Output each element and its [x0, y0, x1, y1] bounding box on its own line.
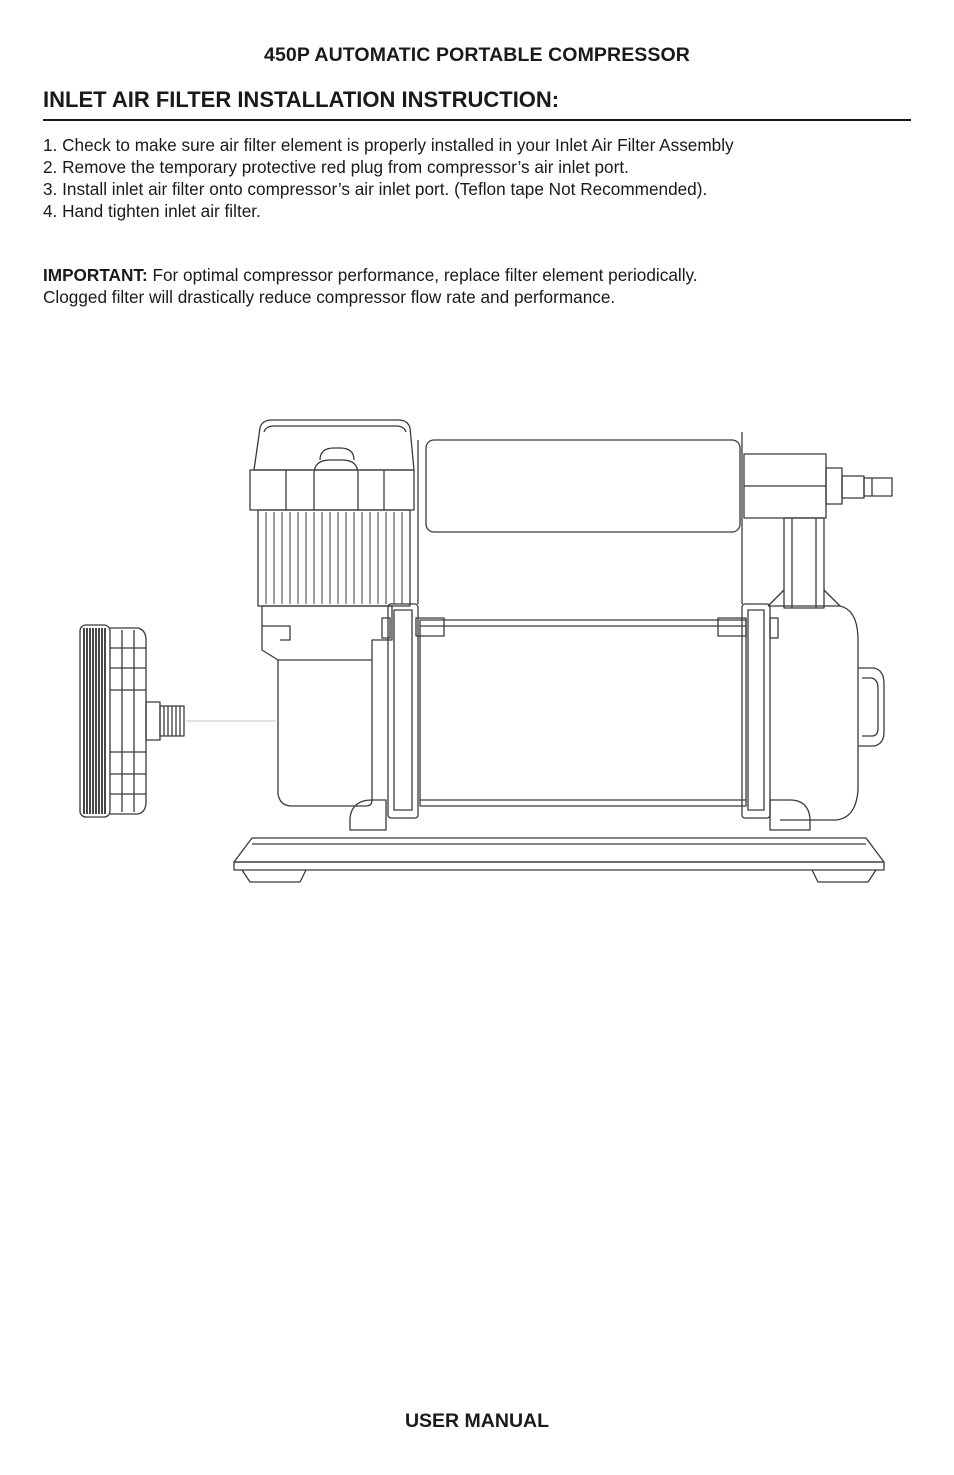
document-title: 450P AUTOMATIC PORTABLE COMPRESSOR [264, 44, 690, 66]
instruction-step-2: 2. Remove the temporary protective red plug from compressor’s air inlet port. [43, 157, 629, 177]
compressor-illustration [0, 400, 954, 890]
instruction-step-3: 3. Install inlet air filter onto compressor’s air inlet port. (Teflon tape Not Recommended). [43, 179, 708, 199]
important-text-1: For optimal compressor performance, replace filter element periodically. [152, 265, 698, 285]
important-note-line-1 [43, 264, 698, 286]
important-text-2: Clogged filter will drastically reduce compressor flow rate and performance. [43, 287, 616, 307]
important-note [43, 264, 698, 308]
instruction-steps [43, 134, 734, 222]
instruction-step-4: 4. Hand tighten inlet air filter. [43, 201, 261, 221]
important-label: IMPORTANT: [43, 265, 148, 285]
footer-text: USER MANUAL [404, 1410, 550, 1432]
compressor-icon [234, 420, 892, 882]
instruction-step-1: 1. Check to make sure air filter element is properly installed in your Inlet Air Filter Assembly [43, 135, 734, 155]
section-heading: INLET AIR FILTER INSTALLATION INSTRUCTION: [43, 87, 911, 121]
inlet-air-filter-icon [80, 625, 276, 817]
